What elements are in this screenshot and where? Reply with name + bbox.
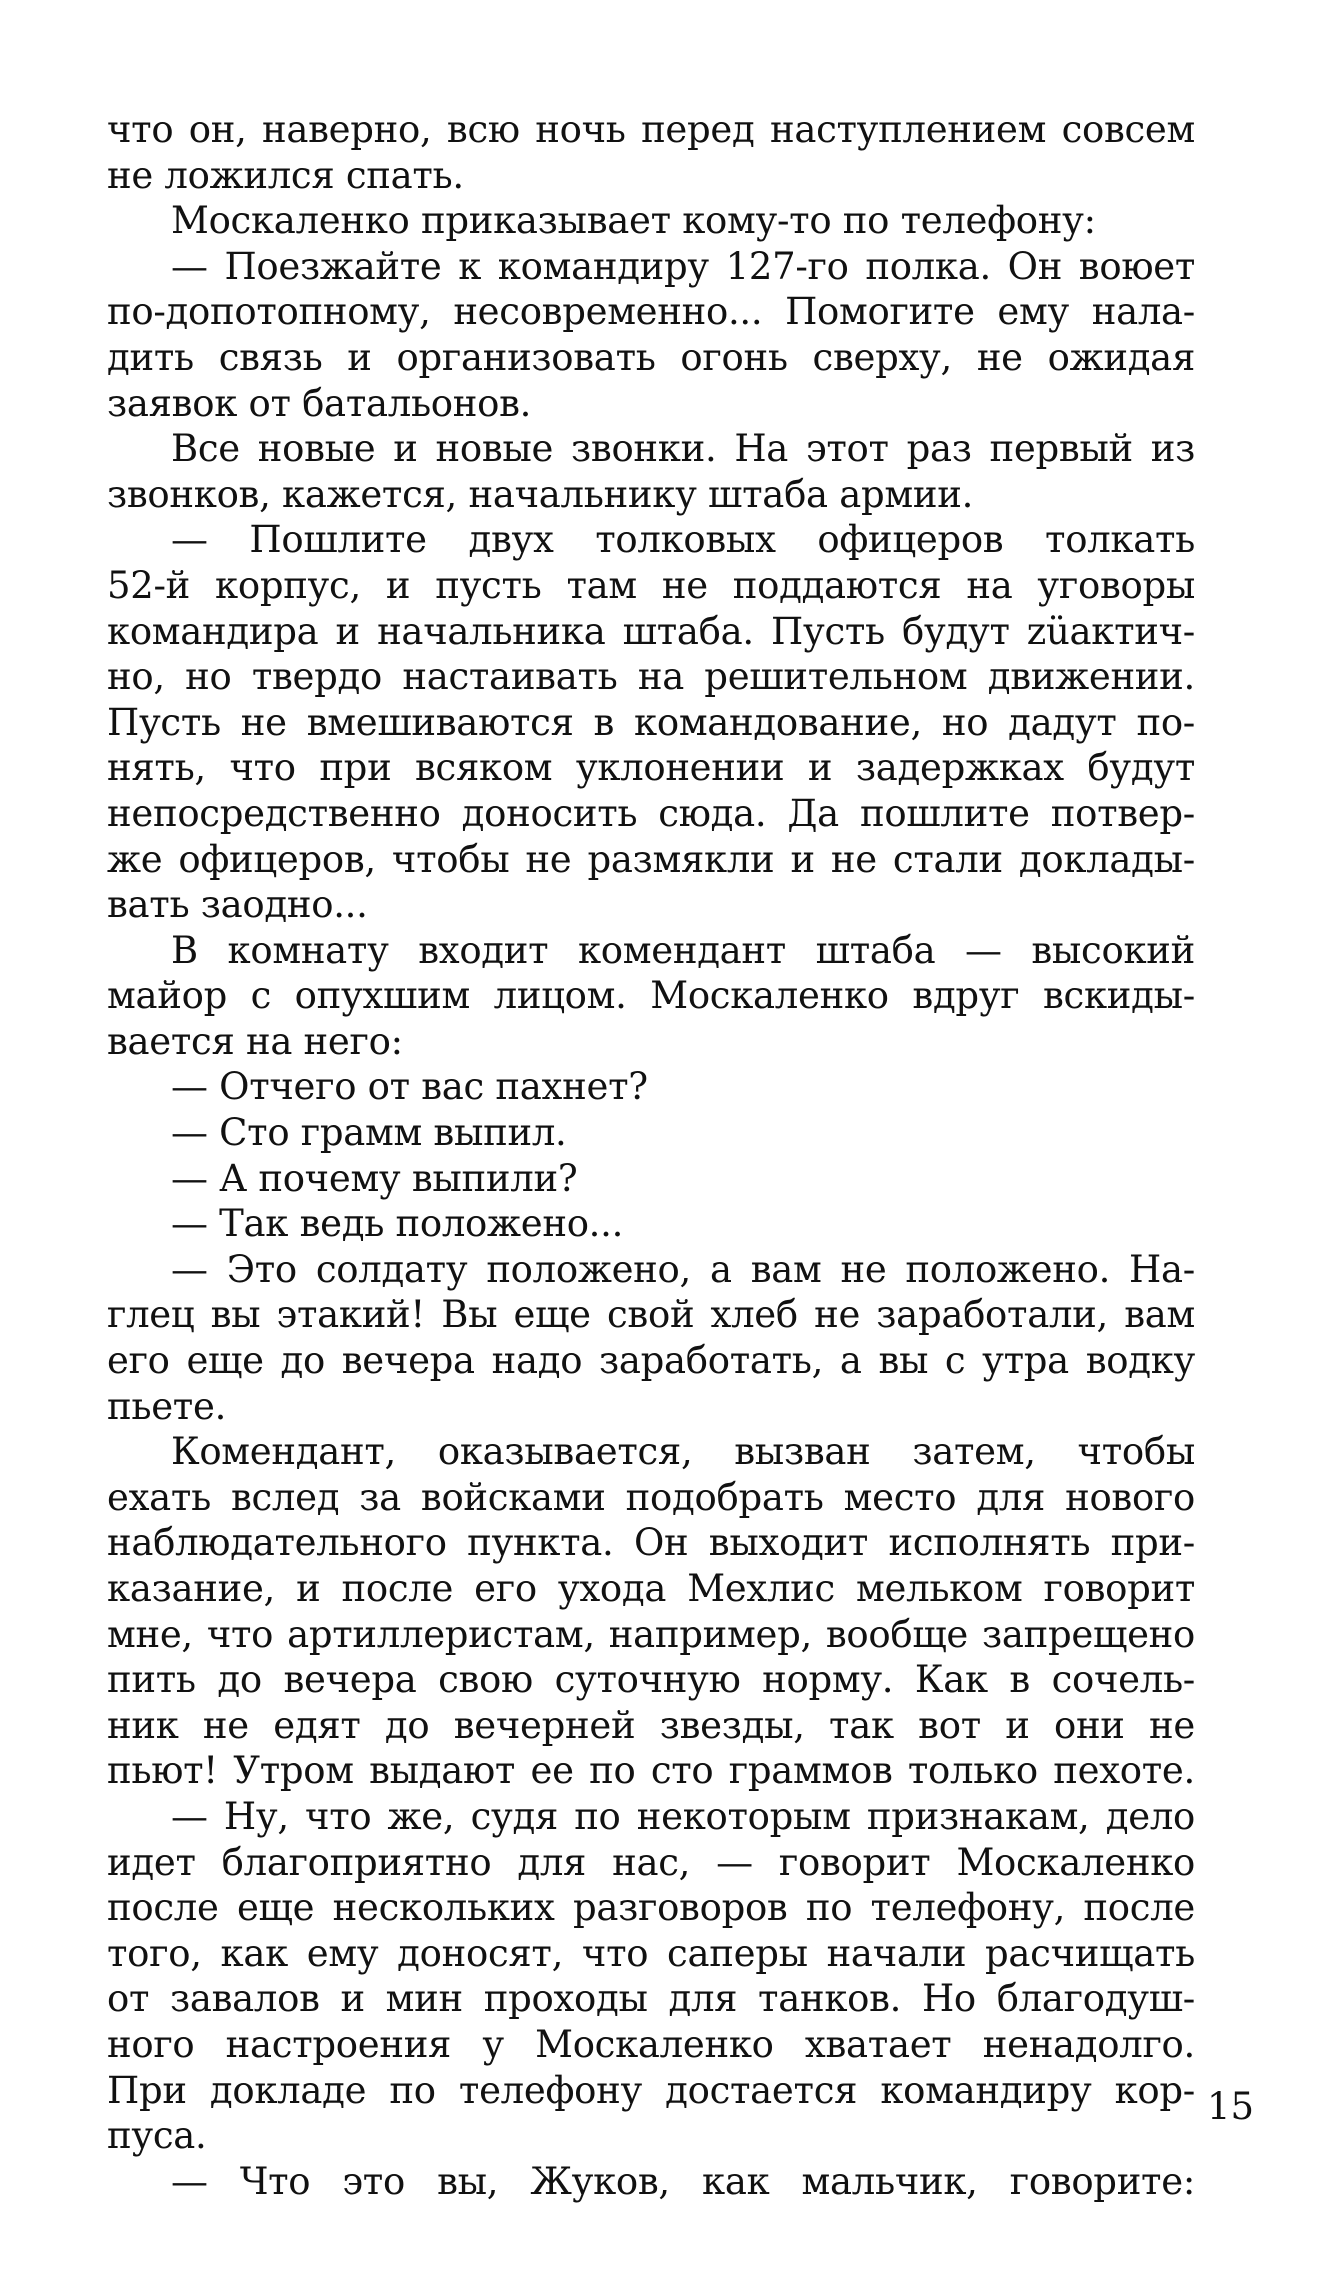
text-line: ник не едят до вечерней звезды, так вот и они не	[107, 1703, 1195, 1747]
text-line: ного настроения у Москаленко хватает ненадолго.	[107, 2022, 1195, 2066]
text-line: При докладе по телефону достается командиру кор-	[107, 2068, 1195, 2112]
text-line: по-допотопному, несовременно... Помогите ему нала-	[107, 290, 1195, 334]
text-line: — Это солдату положено, а вам не положено. На-	[171, 1247, 1195, 1291]
text-line: — Отчего от вас пахнет?	[171, 1065, 648, 1109]
text-line: но, но твердо настаивать на решительном движении.	[107, 655, 1195, 699]
text-line: вать заодно...	[107, 883, 368, 927]
text-line: непосредственно доносить сюда. Да пошлите потвер-	[107, 791, 1195, 835]
text-line: — Так ведь положено...	[171, 1202, 624, 1246]
text-line: пуса.	[107, 2114, 207, 2158]
text-line: — Сто грамм выпил.	[171, 1111, 567, 1155]
text-line: пить до вечера свою суточную норму. Как в сочель-	[107, 1658, 1195, 1702]
text-line: что он, наверно, всю ночь перед наступлением совсем	[107, 108, 1195, 151]
page-number: 15	[1207, 2085, 1255, 2128]
text-line: 52-й корпус, и пусть там не поддаются на уговоры	[107, 563, 1195, 607]
text-line: нять, что при всяком уклонении и задержках будут	[107, 746, 1195, 790]
text-line: Все новые и новые звонки. На этот раз первый из	[171, 427, 1195, 471]
text-line: того, как ему доносят, что саперы начали расчищать	[107, 1931, 1195, 1975]
text-line: глец вы этакий! Вы еще свой хлеб не заработали, вам	[107, 1293, 1195, 1337]
text-line: его еще до вечера надо заработать, а вы с утра водку	[107, 1339, 1195, 1383]
text-line: В комнату входит комендант штаба — высокий	[171, 928, 1195, 972]
text-line: мне, что артиллеристам, например, вообще запрещено	[107, 1612, 1195, 1656]
text-line: идет благоприятно для нас, — говорит Москаленко	[107, 1840, 1195, 1884]
text-line: дить связь и организовать огонь сверху, не ожидая	[107, 335, 1195, 379]
text-line: наблюдательного пункта. Он выходит исполнять при-	[107, 1521, 1195, 1565]
text-line: не ложился спать.	[107, 153, 464, 197]
text-line: — Что это вы, Жуков, как мальчик, говорите:	[171, 2159, 1195, 2203]
text-line: Пусть не вмешиваются в командование, но дадут по-	[107, 700, 1195, 744]
text-line: казание, и после его ухода Мехлис мельком говорит	[107, 1567, 1195, 1610]
text-line: звонков, кажется, начальнику штаба армии.	[107, 472, 974, 516]
text-line: пьете.	[107, 1384, 227, 1428]
text-line: — Поезжайте к командиру 127-го полка. Он воюет	[171, 244, 1195, 288]
page-text	[107, 107, 1195, 2204]
text-line: Москаленко приказывает кому-то по телефону:	[171, 199, 1096, 243]
text-line: Комендант, оказывается, вызван затем, чтобы	[171, 1430, 1195, 1474]
text-line: ехать вслед за войсками подобрать место для нового	[107, 1475, 1195, 1519]
text-line: после еще нескольких разговоров по телефону, после	[107, 1886, 1195, 1930]
text-line: майор с опухшим лицом. Москаленко вдруг вскиды-	[107, 974, 1195, 1018]
text-line: от завалов и мин проходы для танков. Но благодуш-	[107, 1977, 1195, 2021]
text-line: — Пошлите двух толковых офицеров толкать	[171, 518, 1195, 562]
text-line: — А почему выпили?	[171, 1156, 578, 1200]
text-line: — Ну, что же, судя по некоторым признакам, дело	[171, 1794, 1195, 1838]
text-line: заявок от батальонов.	[107, 381, 532, 425]
text-line: пьют! Утром выдают ее по сто граммов только пехоте.	[107, 1749, 1195, 1793]
text-line: же офицеров, чтобы не размякли и не стали доклады-	[107, 837, 1195, 881]
text-line: вается на него:	[107, 1019, 403, 1063]
text-line: командира и начальника штаба. Пусть будут züактич-	[107, 609, 1195, 653]
